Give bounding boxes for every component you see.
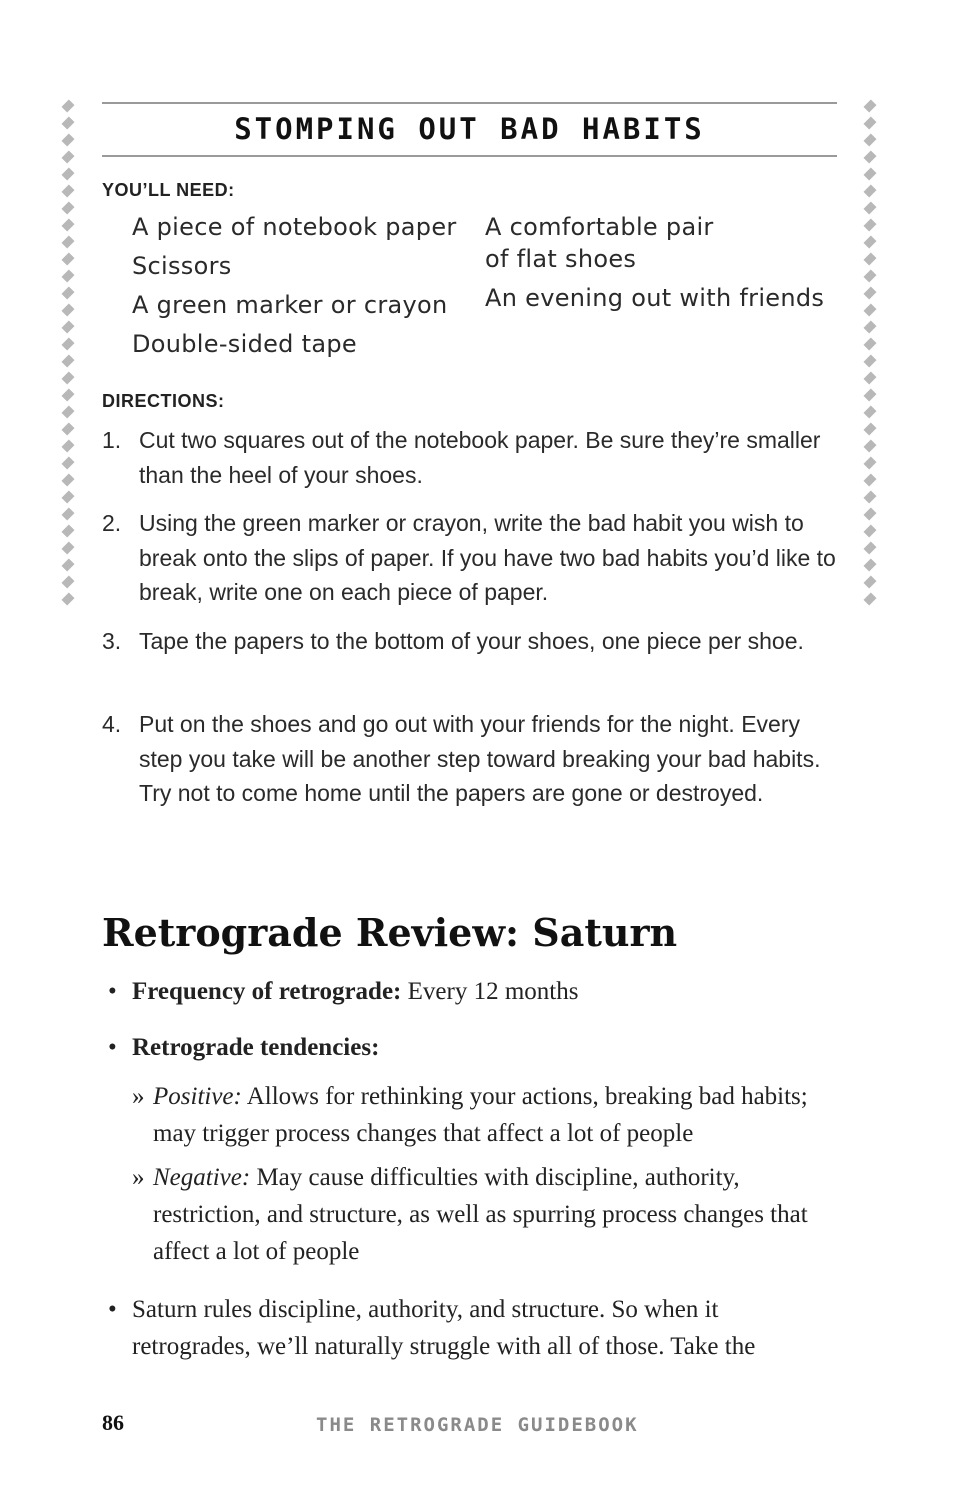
box-title: STOMPING OUT BAD HABITS	[234, 112, 705, 146]
negative-subitem	[132, 1159, 837, 1270]
needs-label: YOU’LL NEED:	[102, 180, 235, 200]
step-number: 2.	[102, 510, 122, 536]
diamond-ornament	[61, 405, 74, 418]
diamond-ornament	[61, 473, 74, 486]
diamond-ornament	[61, 422, 74, 435]
step-number: 1.	[102, 427, 122, 453]
diamond-ornament	[863, 473, 876, 486]
direction-step	[102, 423, 842, 492]
diamond-ornament	[863, 507, 876, 520]
diamond-ornament	[863, 320, 876, 333]
positive-text: Allows for rethinking your actions, breaking bad habits; may trigger process changes that affect a lot of people	[153, 1083, 808, 1147]
diamond-ornament	[863, 286, 876, 299]
diamond-ornament	[61, 269, 74, 282]
diamond-ornament	[863, 422, 876, 435]
direction-step	[102, 624, 842, 659]
direction-step	[102, 707, 842, 811]
diamond-ornament	[863, 524, 876, 537]
diamond-ornament	[863, 490, 876, 503]
rules-bullet	[108, 1291, 838, 1365]
bullet-mark: •	[108, 1296, 117, 1323]
diamond-ornament	[61, 303, 74, 316]
step-text: Tape the papers to the bottom of your shoes, one piece per shoe.	[139, 628, 804, 654]
diamond-ornament	[863, 235, 876, 248]
diamond-ornament	[61, 218, 74, 231]
directions-label: DIRECTIONS:	[102, 391, 225, 411]
negative-text: May cause difficulties with discipline, authority, restriction, and structure, as well as spurring process changes that affect a lot of people	[153, 1164, 808, 1265]
box-top-rule	[102, 102, 837, 104]
page-number: 86	[102, 1410, 124, 1435]
section-title: Retrograde Review: Saturn	[102, 910, 678, 955]
diamond-ornament	[863, 269, 876, 282]
supply-item: A comfortable pair	[485, 213, 714, 241]
step-text: Put on the shoes and go out with your friends for the night. Every step you take will be another step toward breaking your bad habits. Try not to come home until the papers are gone or destroyed.	[139, 711, 821, 806]
bullet-mark: •	[108, 1034, 117, 1061]
diamond-ornament	[863, 252, 876, 265]
frequency-value: Every 12 months	[407, 978, 579, 1005]
supply-item: A green marker or crayon	[132, 291, 448, 319]
diamond-ornament	[863, 575, 876, 588]
diamond-ornament	[863, 218, 876, 231]
diamond-ornament	[863, 439, 876, 452]
diamond-ornament	[863, 388, 876, 401]
diamond-ornament	[863, 303, 876, 316]
diamond-ornament	[61, 575, 74, 588]
bullet-mark: •	[108, 978, 117, 1005]
diamond-ornament	[863, 184, 876, 197]
diamond-ornament	[61, 150, 74, 163]
direction-step	[102, 506, 842, 610]
sub-mark: »	[132, 1083, 145, 1110]
diamond-ornament	[863, 116, 876, 129]
diamond-ornament	[61, 558, 74, 571]
left-diamond-border	[60, 102, 76, 862]
step-text: Cut two squares out of the notebook paper. Be sure they’re smaller than the heel of your shoes.	[139, 427, 821, 488]
diamond-ornament	[863, 456, 876, 469]
diamond-ornament	[61, 133, 74, 146]
running-head: THE RETROGRADE GUIDEBOOK	[316, 1414, 639, 1436]
diamond-ornament	[61, 592, 74, 605]
frequency-bullet	[108, 973, 838, 1010]
positive-label: Positive:	[153, 1083, 242, 1110]
supply-item: An evening out with friends	[485, 284, 825, 312]
step-text: Using the green marker or crayon, write the bad habit you wish to break onto the slips of paper. If you have two bad habits you’d like to break, write one on each piece of paper.	[139, 510, 836, 605]
diamond-ornament	[61, 524, 74, 537]
step-number: 4.	[102, 711, 122, 737]
supply-item: Double-sided tape	[132, 330, 357, 358]
diamond-ornament	[61, 235, 74, 248]
supply-item: of flat shoes	[485, 245, 637, 273]
diamond-ornament	[61, 371, 74, 384]
diamond-ornament	[61, 201, 74, 214]
diamond-ornament	[863, 405, 876, 418]
diamond-ornament	[61, 320, 74, 333]
diamond-ornament	[863, 558, 876, 571]
right-diamond-border	[862, 102, 878, 862]
tendencies-bullet	[108, 1029, 838, 1066]
diamond-ornament	[863, 371, 876, 384]
diamond-ornament	[863, 201, 876, 214]
diamond-ornament	[61, 354, 74, 367]
diamond-ornament	[61, 99, 74, 112]
positive-subitem	[132, 1078, 837, 1152]
diamond-ornament	[61, 252, 74, 265]
diamond-ornament	[61, 490, 74, 503]
supply-item: Scissors	[132, 252, 232, 280]
step-number: 3.	[102, 628, 122, 654]
diamond-ornament	[863, 150, 876, 163]
negative-label: Negative:	[153, 1164, 251, 1191]
diamond-ornament	[61, 507, 74, 520]
rules-text: Saturn rules discipline, authority, and structure. So when it retrogrades, we’ll naturally struggle with all of those. Take the	[132, 1296, 756, 1360]
tendencies-label: Retrograde tendencies:	[132, 1034, 380, 1061]
diamond-ornament	[863, 541, 876, 554]
diamond-ornament	[61, 337, 74, 350]
diamond-ornament	[863, 354, 876, 367]
diamond-ornament	[61, 456, 74, 469]
diamond-ornament	[61, 286, 74, 299]
diamond-ornament	[61, 116, 74, 129]
diamond-ornament	[863, 337, 876, 350]
diamond-ornament	[61, 388, 74, 401]
diamond-ornament	[61, 167, 74, 180]
diamond-ornament	[61, 184, 74, 197]
diamond-ornament	[863, 592, 876, 605]
frequency-label: Frequency of retrograde:	[132, 978, 402, 1005]
diamond-ornament	[863, 133, 876, 146]
diamond-ornament	[863, 167, 876, 180]
diamond-ornament	[863, 99, 876, 112]
diamond-ornament	[61, 439, 74, 452]
sub-mark: »	[132, 1164, 145, 1191]
box-title-rule	[102, 155, 837, 157]
diamond-ornament	[61, 541, 74, 554]
supply-item: A piece of notebook paper	[132, 213, 457, 241]
